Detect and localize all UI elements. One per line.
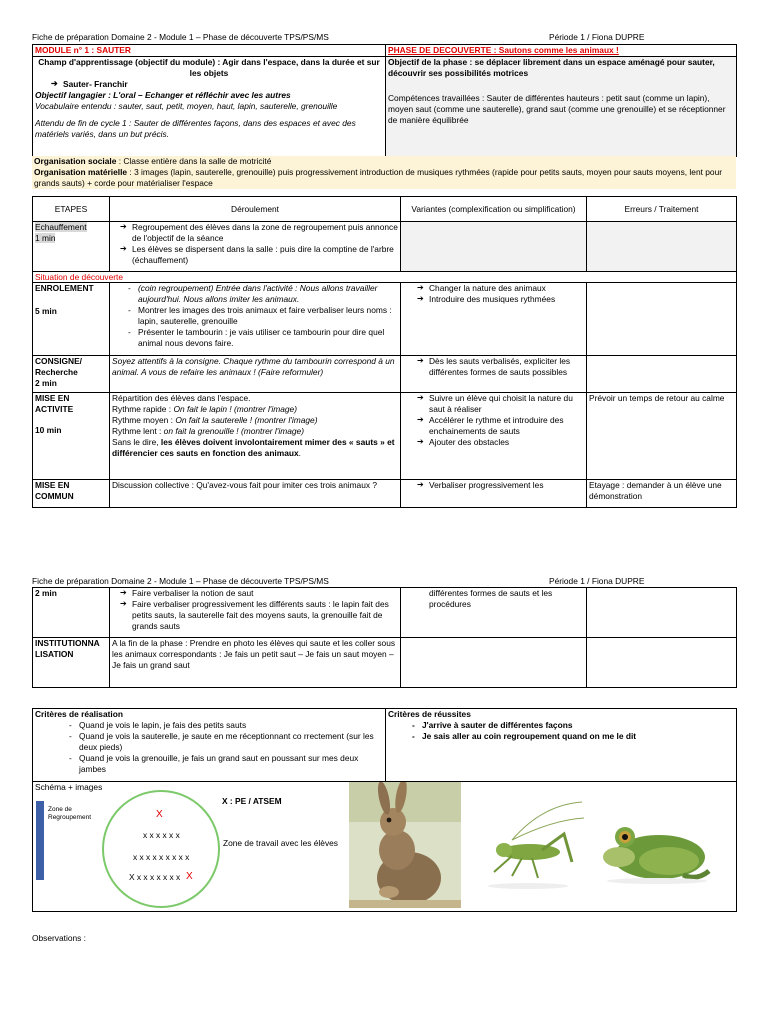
mise-commun-text: Discussion collective : Qu'avez-vous fait pour imiter ces trois animaux ? [110, 480, 401, 508]
mise-activite-line: Rythme lent : on fait la grenouille ! (montrer l'image) [112, 425, 304, 436]
reussite-title: Critères de réussites [388, 709, 471, 719]
realisation-item: - Quand je vois la grenouille, je fais un grand saut en poussant sur mes deux jambes [53, 753, 383, 775]
mise-commun-items [110, 588, 401, 638]
mise-commun-item: ➔ Faire verbaliser la notion de saut [118, 588, 398, 599]
th-variantes: Variantes (complexification ou simplification) [401, 197, 587, 222]
header-right: Période 1 / Fiona DUPRE [549, 32, 645, 42]
consigne-variantes [401, 356, 587, 393]
consigne-cell [33, 356, 110, 393]
steps-table-cont [32, 587, 737, 688]
th-deroulement: Déroulement [110, 197, 401, 222]
consigne-time: 2 min [35, 377, 57, 388]
realisation-title: Critères de réalisation [35, 709, 123, 719]
champ-apprentissage: Champ d'apprentissage (objectif du module) : Agir dans l'espace, dans la durée et sur les objets [38, 57, 380, 78]
variante-item: ➔ Suivre un élève qui choisit la nature du saut à réaliser [415, 393, 584, 415]
institution-label: INSTITUTIONNA [35, 638, 100, 648]
organisation-band [32, 156, 736, 189]
observations-label: Observations : [32, 933, 86, 943]
verbs-item: ➔ Sauter- Franchir [49, 79, 383, 90]
module-details [33, 57, 386, 157]
header-left: Fiche de préparation Domaine 2 - Module 1 – Phase de découverte TPS/PS/MS [32, 32, 329, 42]
verbs-list [49, 79, 383, 90]
variante-item: ➔ Accélérer le rythme et introduire des enchainements de sauts [415, 415, 584, 437]
criteres-realisation [33, 709, 386, 782]
mise-activite-line: Rythme rapide : On fait le lapin ! (montrer l'image) [112, 403, 298, 414]
header-right: Période 1 / Fiona DUPRE [549, 576, 645, 586]
organisation-materielle: Organisation matérielle : 3 images (lapin, sauterelle, grenouille) puis progressivement introduction de musiques rythmées (rapide pour petits sauts, moyen pour sauts moyens, lent pour grands sauts) + corde pour matérialiser l'espace [34, 166, 723, 188]
institution-text: A la fin de la phase : Prendre en photo les élèves qui saute et les coller sous les animaux correspondants : Je fais un petit saut – Je fais un saut moyen – Je fais un grand saut [110, 638, 401, 688]
mise-activite-label2: ACTIVITE [35, 403, 74, 414]
teacher-marker-bottom: X [186, 871, 193, 882]
reussite-item: - J'arrive à sauter de différentes façons [396, 720, 734, 731]
enrolement-cell [33, 283, 110, 356]
variante-item: ➔ Verbaliser progressivement les [415, 480, 584, 491]
enrolement-item: - Présenter le tambourin : je vais utiliser ce tambourin pour dire quel animal nous devons faire. [112, 327, 398, 349]
echauffement-variantes [401, 222, 587, 272]
schema-legend: X : PE / ATSEM [222, 796, 282, 806]
mise-activite-label: MISE EN [35, 393, 70, 403]
module-title: MODULE n° 1 : SAUTER [33, 45, 386, 57]
variante-item: ➔ Dès les sauts verbalisés, expliciter les différentes formes de sauts possibles [415, 356, 584, 378]
frog-image [597, 815, 715, 885]
phase-title: PHASE DE DECOUVERTE : Sautons comme les animaux ! [386, 45, 737, 57]
mise-activite-line: Rythme moyen : On fait la sauterelle ! (montrer l'image) [112, 414, 318, 425]
enrolement-item: - (coin regroupement) Entrée dans l'activité : Nous allons travailler aujourd'hui. Nous allons imiter les animaux. [112, 283, 398, 305]
enrolement-label: ENROLEMENT [35, 283, 94, 293]
mise-commun-variantes [401, 480, 587, 508]
echauffement-item: ➔ Les élèves se dispersent dans la salle : puis dire la comptine de l'arbre (échauffement) [118, 244, 398, 266]
enrolement-variantes [401, 283, 587, 356]
variante-item: ➔ Ajouter des obstacles [415, 437, 584, 448]
mise-activite-erreurs: Prévoir un temps de retour au calme [587, 393, 737, 480]
echauffement-time: 1 min [35, 232, 56, 243]
attendu-cycle: Attendu de fin de cycle 1 : Sauter de différentes façons, dans des espaces et avec des matériels variés, dans un but précis. [35, 117, 356, 139]
enrolement-item: - Montrer les images des trois animaux et faire verbaliser leurs noms : lapin, sauterelle, grenouille [112, 305, 398, 327]
echauffement-deroulement [110, 222, 401, 272]
th-etapes: ETAPES [33, 197, 110, 222]
objectif-phase: Objectif de la phase : se déplacer librement dans un espace aménagé pour sauter, découvrir ses possibilités motrices [388, 57, 715, 78]
institution-cell [33, 638, 110, 688]
mise-activite-line: Sans le dire, les élèves doivent involontairement mimer des « sauts » et différencier ces sauts en fonction des animaux. [112, 436, 395, 458]
variante-item: ➔ Changer la nature des animaux [415, 283, 584, 294]
enrolement-time: 5 min [35, 305, 57, 316]
criteres-reussite [386, 709, 737, 782]
page-header-1 [32, 32, 736, 44]
students-row-1: x x x x x x [143, 830, 180, 840]
mise-activite-cell [33, 393, 110, 480]
organisation-sociale: Organisation sociale : Classe entière dans la salle de motricité [34, 156, 272, 166]
grasshopper-image [472, 800, 588, 892]
mise-activite-variantes [401, 393, 587, 480]
mise-commun-time: 2 min [33, 588, 110, 638]
rabbit-image [349, 782, 461, 908]
recherche-label: Recherche [35, 366, 78, 377]
objectif-langagier: Objectif langagier : L'oral – Echanger et réfléchir avec les autres [35, 89, 291, 100]
echauffement-item: ➔ Regroupement des élèves dans la zone de regroupement puis annonce de l'objectif de la séance [118, 222, 398, 244]
mise-commun-label: MISE EN [35, 480, 70, 490]
institution-erreurs [587, 638, 737, 688]
reussite-item: - Je sais aller au coin regroupement quand on me le dit [396, 731, 734, 742]
header-left: Fiche de préparation Domaine 2 - Module 1 – Phase de découverte TPS/PS/MS [32, 576, 329, 586]
vocabulaire: Vocabulaire entendu : sauter, saut, petit, moyen, haut, lapin, sauterelle, grenouille [35, 100, 338, 111]
consigne-label: CONSIGNE/ [35, 356, 82, 366]
steps-table [32, 196, 737, 508]
realisation-item: - Quand je vois la sauterelle, je saute en me réceptionnant co rrectement (sur les deux pieds) [53, 731, 383, 753]
mise-commun-label2: COMMUN [35, 490, 74, 501]
students-row-3: X x x x x x x x [129, 872, 181, 882]
mise-commun-item: ➔ Faire verbaliser progressivement les différents sauts : le lapin fait des petits sauts, la sauterelle fait des moyens sauts, la grenouille fait de grands sauts [118, 599, 398, 632]
regroupement-zone-label: Zone de Regroupement [48, 806, 91, 822]
schema-title: Schéma + images [35, 782, 103, 792]
mise-activite-line: Répartition des élèves dans l'espace. [112, 393, 251, 403]
mise-commun-erreurs: Etayage : demander à un élève une démonstration [587, 480, 737, 508]
mise-commun-variante-cont: différentes formes de sauts et les procédures [401, 588, 587, 638]
mise-activite-time: 10 min [35, 424, 62, 435]
mise-commun-erreurs-cont [587, 588, 737, 638]
consigne-text: Soyez attentifs à la consigne. Chaque rythme du tambourin correspond à un animal. A vous de refaire les animaux ! (Faire reformuler) [110, 356, 401, 393]
competences: Compétences travaillées : Sauter de différentes hauteurs : petit saut (comme un lapin), moyen saut (comme une sauterelle), grand saut (comme une grenouille) et se réceptionner de manière équilibrée [388, 92, 726, 125]
institution-variantes [401, 638, 587, 688]
zone-travail-label: Zone de travail avec les élèves [223, 838, 338, 848]
teacher-marker-top: X [156, 809, 163, 820]
students-row-2: x x x x x x x x x [133, 852, 190, 862]
variante-item: ➔ Introduire des musiques rythmées [415, 294, 584, 305]
echauffement-cell [33, 222, 110, 272]
module-table [32, 44, 737, 157]
echauffement-erreurs [587, 222, 737, 272]
institution-label2: LISATION [35, 648, 74, 659]
phase-details [386, 57, 737, 157]
mise-activite-deroulement [110, 393, 401, 480]
enrolement-erreurs [587, 283, 737, 356]
th-erreurs: Erreurs / Traitement [587, 197, 737, 222]
regroupement-zone-bar [36, 801, 44, 880]
consigne-erreurs [587, 356, 737, 393]
mise-commun-cell [33, 480, 110, 508]
situation-label: Situation de découverte [33, 272, 737, 283]
realisation-item: - Quand je vois le lapin, je fais des petits sauts [53, 720, 383, 731]
enrolement-deroulement [110, 283, 401, 356]
echauffement-label: Echauffement [35, 222, 87, 232]
